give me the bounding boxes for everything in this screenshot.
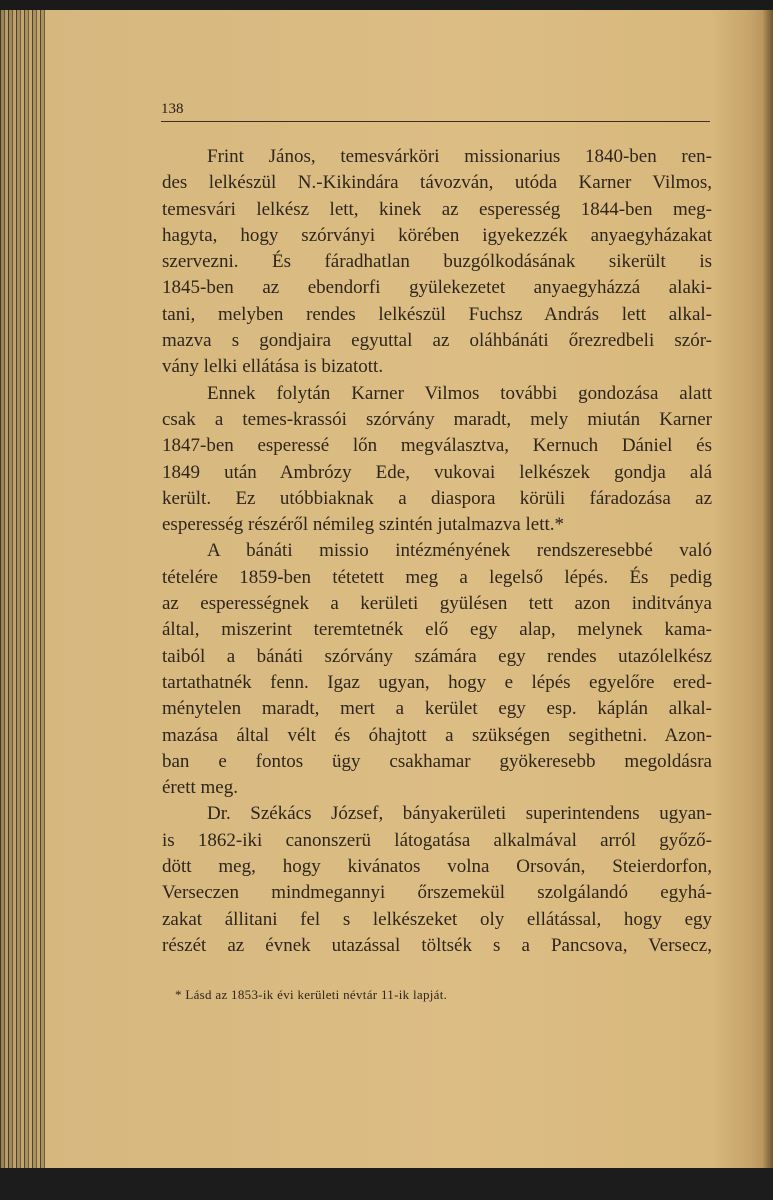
text-line: hagyta, hogy szórványi körében igyekezzék anyaegyházakat bbox=[162, 224, 712, 246]
paragraph bbox=[162, 538, 712, 801]
text-line: ménytelen maradt, mert a kerület egy esp. káplán alkal- bbox=[162, 698, 712, 720]
text-line: dött meg, hogy kivánatos volna Orsován, Steierdorfon, bbox=[162, 856, 712, 878]
text-line: tételére 1859-ben tétetett meg a legelső lépés. És pedig bbox=[162, 566, 712, 588]
body-text bbox=[162, 144, 712, 959]
text-line: szervezni. És fáradhatlan buzgólkodásának sikerült is bbox=[162, 251, 712, 273]
text-line: csak a temes-krassói szórvány maradt, mely miután Karner bbox=[162, 408, 712, 430]
paragraph bbox=[162, 381, 712, 539]
text-line: 1849 után Ambrózy Ede, vukovai lelkészek gondja alá bbox=[162, 461, 712, 483]
text-line: zakat állitani fel s lelkészeket oly ellátással, hogy egy bbox=[162, 908, 712, 930]
text-line: taiból a bánáti szórvány számára egy rendes utazólelkész bbox=[162, 645, 712, 667]
scanner-background bbox=[0, 1168, 773, 1200]
text-line: Ennek folytán Karner Vilmos további gondozása alatt bbox=[207, 382, 712, 404]
text-line: részét az évnek utazással töltsék s a Pancsova, Versecz, bbox=[162, 934, 712, 956]
text-line: mazása által vélt és óhajtott a szükségen segithetni. Azon- bbox=[162, 724, 712, 746]
text-line: 1845-ben az ebendorfi gyülekezetet anyaegyházzá alaki- bbox=[162, 277, 712, 299]
text-line: Frint János, temesvárköri missionarius 1840-ben ren- bbox=[207, 146, 712, 167]
text-line: A bánáti missio intézményének rendszeresebbé való bbox=[207, 540, 712, 562]
page-edges bbox=[0, 10, 45, 1170]
text-line: Dr. Székács József, bányakerületi superintendens ugyan- bbox=[207, 803, 712, 825]
footnote: * Lásd az 1853-ik évi kerületi névtár 11-ik lapját. bbox=[175, 987, 448, 1002]
text-line: temesvári lelkész lett, kinek az esperesség 1844-ben meg- bbox=[162, 198, 712, 220]
text-line: tartathatnék fenn. Igaz ugyan, hogy e lépés egyelőre ered- bbox=[162, 671, 712, 693]
text-line: 1847-ben esperessé lőn megválasztva, Kernuch Dániel és bbox=[162, 435, 712, 457]
paragraph bbox=[162, 144, 712, 381]
text-line: által, miszerint teremtetnék elő egy alap, melynek kama- bbox=[162, 619, 712, 641]
text-line: is 1862-iki canonszerü látogatása alkalmával arról győző- bbox=[162, 829, 712, 851]
text-line: került. Ez utóbbiaknak a diaspora körüli fáradozása az bbox=[162, 487, 712, 509]
page-number: 138 bbox=[161, 101, 184, 117]
text-line: érett meg. bbox=[162, 777, 238, 799]
text-line: Verseczen mindmegannyi őrszemekül szolgálandó egyhá- bbox=[162, 882, 712, 904]
text-line: vány lelki ellátása is bizatott. bbox=[162, 356, 384, 378]
paragraph bbox=[162, 801, 712, 959]
page-right-edge bbox=[763, 10, 773, 1170]
text-line: tani, melyben rendes lelkészül Fuchsz András lett alkal- bbox=[162, 303, 712, 325]
text-line: esperesség részéről némileg szintén jutalmazva lett.* bbox=[162, 514, 565, 536]
text-line: des lelkészül N.-Kikindára távozván, utóda Karner Vilmos, bbox=[162, 172, 712, 194]
header-rule bbox=[161, 121, 710, 122]
text-line: az esperességnek a kerületi gyülésen tett azon inditványa bbox=[162, 593, 712, 615]
text-line: ban e fontos ügy csakhamar gyökeresebb megoldásra bbox=[162, 750, 712, 772]
text-line: mazva s gondjaira egyuttal az oláhbánáti őrezredbeli szór- bbox=[162, 330, 712, 352]
